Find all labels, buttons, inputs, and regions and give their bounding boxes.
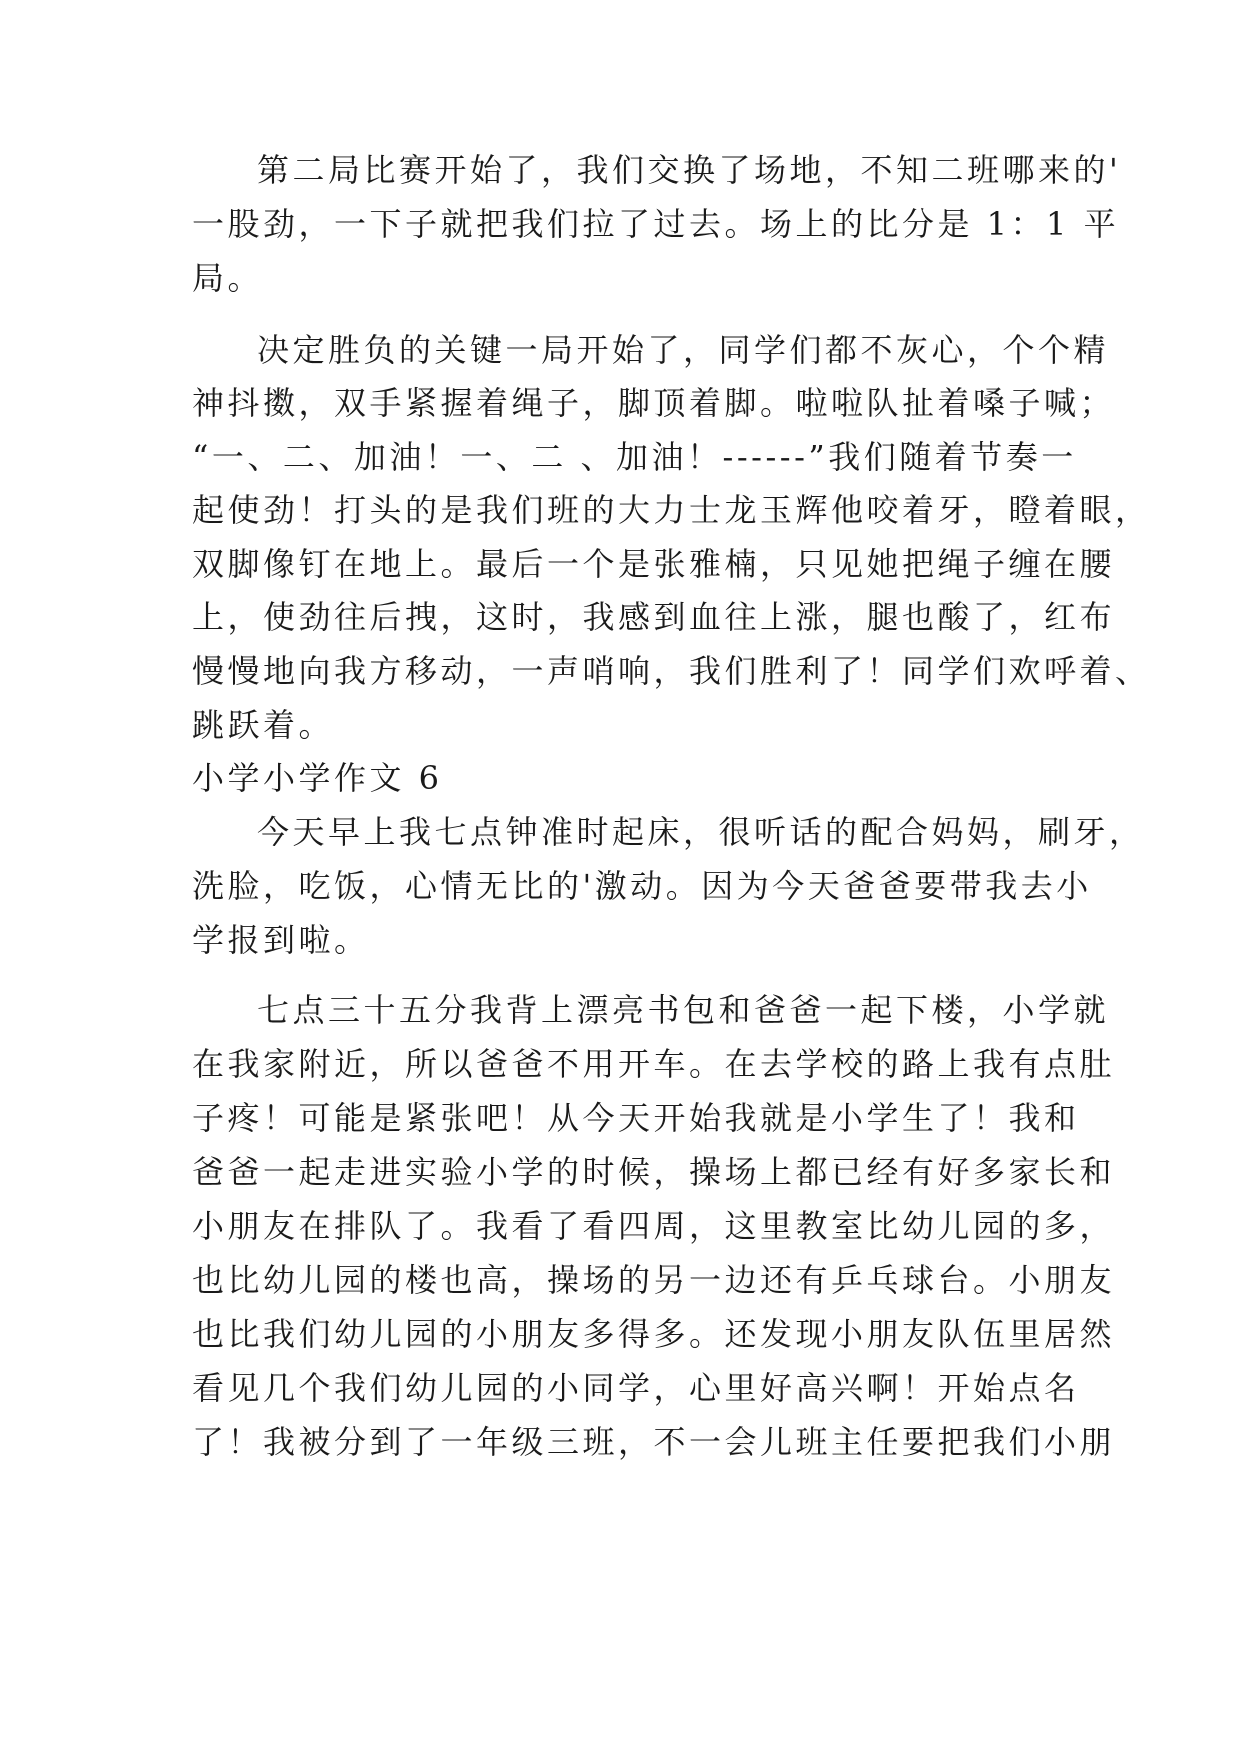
text-line: 局。 — [192, 259, 264, 297]
text-line: “一、二、加油！一、二 、加油！------”我们随着节奏一 — [192, 438, 1077, 476]
text-line: 神抖擞，双手紧握着绳子，脚顶着脚。啦啦队扯着嗓子喊； — [192, 384, 1116, 422]
text-line: 了！我被分到了一年级三班，不一会儿班主任要把我们小朋 — [192, 1423, 1116, 1461]
text-line: 跳跃着。 — [192, 706, 335, 744]
text-line: 第二局比赛开始了，我们交换了场地，不知二班哪来的' — [257, 151, 1122, 189]
text-line: 也比我们幼儿园的小朋友多得多。还发现小朋友队伍里居然 — [192, 1315, 1116, 1353]
text-line: 学报到啦。 — [192, 921, 370, 959]
text-line: 爸爸一起走进实验小学的时候，操场上都已经有好多家长和 — [192, 1153, 1116, 1191]
section-heading: 小学小学作文 6 — [192, 759, 443, 797]
text-line: 上，使劲往后拽，这时，我感到血往上涨，腿也酸了，红布 — [192, 598, 1116, 636]
text-line: 起使劲！打头的是我们班的大力士龙玉辉他咬着牙，瞪着眼， — [192, 491, 1151, 529]
text-line: 七点三十五分我背上漂亮书包和爸爸一起下楼，小学就 — [257, 991, 1110, 1029]
text-line: 洗脸，吃饭，心情无比的'激动。因为今天爸爸要带我去小 — [192, 867, 1092, 905]
text-line: 也比幼儿园的楼也高，操场的另一边还有乒乓球台。小朋友 — [192, 1261, 1116, 1299]
text-line: 在我家附近，所以爸爸不用开车。在去学校的路上我有点肚 — [192, 1045, 1116, 1083]
text-line: 看见几个我们幼儿园的小同学，心里好高兴啊！开始点名 — [192, 1369, 1080, 1407]
text-line: 一股劲，一下子就把我们拉了过去。场上的比分是 1：1 平 — [192, 205, 1120, 243]
text-line: 决定胜负的关键一局开始了，同学们都不灰心，个个精 — [257, 331, 1110, 369]
text-line: 慢慢地向我方移动，一声哨响，我们胜利了！同学们欢呼着、 — [192, 652, 1151, 690]
text-line: 小朋友在排队了。我看了看四周，这里教室比幼儿园的多， — [192, 1207, 1116, 1245]
text-line: 今天早上我七点钟准时起床，很听话的配合妈妈，刷牙， — [257, 813, 1145, 851]
text-line: 子疼！可能是紧张吧！从今天开始我就是小学生了！我和 — [192, 1099, 1080, 1137]
text-line: 双脚像钉在地上。最后一个是张雅楠，只见她把绳子缠在腰 — [192, 545, 1116, 583]
